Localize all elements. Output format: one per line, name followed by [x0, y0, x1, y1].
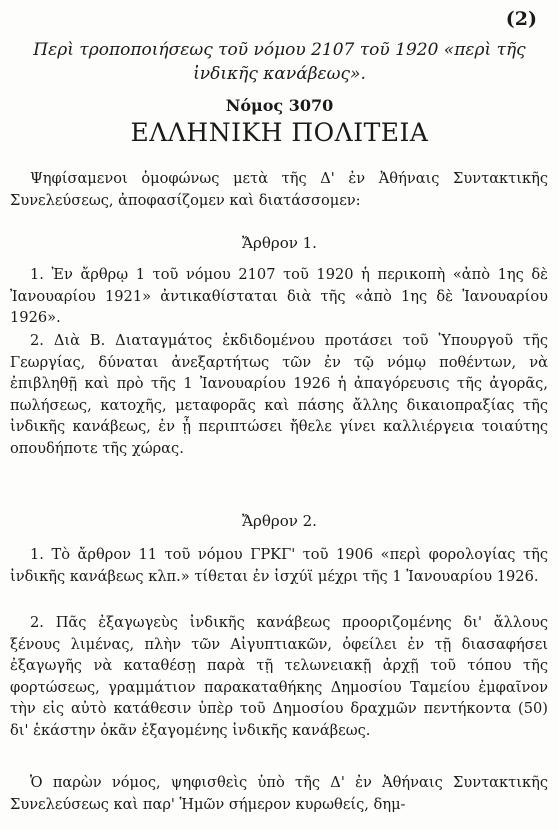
page-number: (2) — [505, 8, 537, 30]
state-title: ΕΛΛΗΝΙΚΗ ΠΟΛΙΤΕΙΑ — [130, 118, 429, 147]
article-1-heading: Ἄρθρον 1. — [242, 234, 317, 252]
closing-paragraph: Ὁ παρὼν νόμος, ψηφισθεὶς ὑπὸ τῆς Δ' ἐν Ἀθήναις Συντακτικῆς Συνελεύσεως καὶ παρ' Ἡμῶν σήμερον κυρωθείς, δημ- — [10, 774, 548, 813]
preamble: Ψηφίσαμενοι ὁμοφώνως μετὰ τῆς Δ' ἐν Ἀθήναις Συντακτικῆς Συνελεύσεως, ἀποφασίζομεν καὶ διατάσσομεν: — [10, 170, 548, 209]
article-2-heading: Ἄρθρον 2. — [242, 512, 317, 530]
law-subject: Περὶ τροποποιήσεως τοῦ νόμου 2107 τοῦ 1920 «περὶ τῆς ἰνδικῆς κανάβεως». — [33, 40, 526, 84]
article-1-paragraph-1: 1. Ἐν ἄρθρῳ 1 τοῦ νόμου 2107 τοῦ 1920 ἡ περικοπὴ «ἀπὸ 1ης δὲ Ἰανουαρίου 1921» ἀντικαθίσταται διὰ τῆς «ἀπὸ 1ης δὲ Ἰανουαρίου 1926». — [10, 266, 548, 326]
article-1-paragraph-2: 2. Διὰ Β. Διαταγμάτος ἐκδιδομένου προτάσει τοῦ Ὑπουργοῦ τῆς Γεωργίας, δύναται ἀνεξαρτήτως τῶν ἐν τῷ νόμῳ ποθέντων, νὰ ἐπιβληθῇ καὶ πρὸ τῆς 1 Ἰανουαρίου 1926 ἡ ἀπαγόρευσις τῆς ἀγορᾶς, πωλήσεως, κατοχῆς, μεταφορᾶς καὶ πάσης ἄλλης δικαιοπραξίας τῆς ἰνδικῆς κανάβεως, ἐν ᾗ περιπτώσει ἤθελε γίνει καλλιέργεια τοιαύτης οπουδήποτε τῆς χώρας. — [10, 332, 548, 457]
law-number: Νόμος 3070 — [225, 96, 334, 115]
article-2-paragraph-1: 1. Τὸ ἄρθρον 11 τοῦ νόμου ΓΡΚΓ' τοῦ 1906 «περὶ φορολογίας τῆς ἰνδικῆς κανάβεως κλπ.» τίθεται ἐν ἰσχύϊ μέχρι τῆς 1 Ἰανουαρίου 1926. — [10, 546, 548, 585]
article-2-paragraph-2: 2. Πᾶς ἐξαγωγεὺς ἰνδικῆς κανάβεως προοριζομένης δι' ἄλλους ξένους λιμένας, πλὴν τῶν Αἰγυπτιακῶν, ὀφείλει ἐν τῇ διασαφήσει ἐξαγωγῆς νὰ καταθέσῃ παρὰ τῇ τελωνειακῇ ἀρχῇ τοῦ τόπου τῆς φορτώσεως, γραμμάτιον παρακαταθήκης Δημοσίου Ταμείου ἐμφαῖνον τὴν εἰς αὐτὸ κατάθεσιν ὑπὲρ τοῦ Δημοσίου δραχμῶν πεντήκοντα (50) δι' ἑκάστην ὀκᾶν ἐξαγομένης ἰνδικῆς κανάβεως. — [10, 614, 548, 739]
